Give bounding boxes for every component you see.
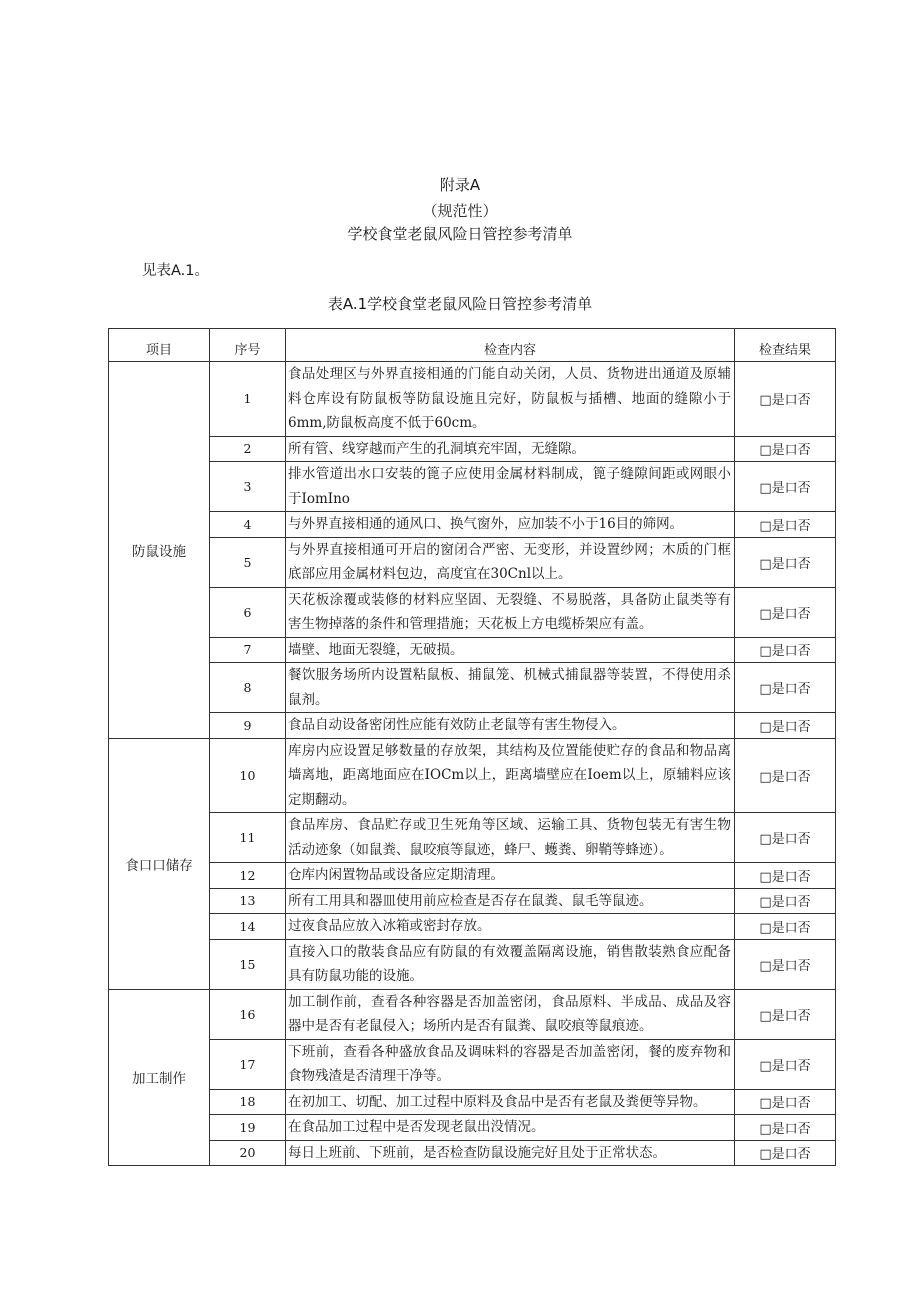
row-number: 13	[210, 888, 286, 914]
table-row	[109, 1089, 836, 1115]
check-result[interactable]: □是口否	[735, 813, 836, 863]
table-row	[109, 436, 836, 462]
check-content: 每日上班前、下班前，是否检查防鼠设施完好且处于正常状态。	[286, 1140, 735, 1166]
check-result[interactable]: □是口否	[735, 1089, 836, 1115]
check-content: 库房内应设置足够数量的存放架，其结构及位置能使贮存的食品和物品离墙离地，距离地面应在IOCm以上，距离墙壁应在Ioem以上，原辅料应该定期翻动。	[286, 738, 735, 813]
check-content: 与外界直接相通可开启的窗闭合严密、无变形，并设置纱网；木质的门框底部应用金属材料包边，高度宜在30Cnl以上。	[286, 537, 735, 587]
row-number: 4	[210, 512, 286, 538]
check-result[interactable]: □是口否	[735, 587, 836, 637]
check-content: 食品自动设备密闭性应能有效防止老鼠等有害生物侵入。	[286, 713, 735, 739]
check-content: 加工制作前，查看各种容器是否加盖密闭，食品原料、半成品、成品及容器中是否有老鼠侵入；场所内是否有鼠粪、鼠咬痕等鼠痕迹。	[286, 989, 735, 1039]
row-number: 8	[210, 663, 286, 713]
row-number: 3	[210, 462, 286, 512]
check-content: 所有管、线穿越而产生的孔洞填充牢固，无缝隙。	[286, 436, 735, 462]
row-number: 12	[210, 863, 286, 889]
check-result[interactable]: □是口否	[735, 914, 836, 940]
row-number: 11	[210, 813, 286, 863]
table-row	[109, 1115, 836, 1141]
table-row	[109, 362, 836, 437]
check-content: 在初加工、切配、加工过程中原料及食品中是否有老鼠及粪便等异物。	[286, 1089, 735, 1115]
appendix-title: 学校食堂老鼠风险日管控参考清单	[347, 225, 573, 243]
check-result[interactable]: □是口否	[735, 512, 836, 538]
table-row	[109, 713, 836, 739]
table-row	[109, 663, 836, 713]
check-content: 所有工用具和器皿使用前应检查是否存在鼠粪、鼠毛等鼠迹。	[286, 888, 735, 914]
check-result[interactable]: □是口否	[735, 462, 836, 512]
table-row	[109, 637, 836, 663]
check-result[interactable]: □是口否	[735, 436, 836, 462]
table-row	[109, 587, 836, 637]
row-number: 6	[210, 587, 286, 637]
table-caption: 表A.1学校食堂老鼠风险日管控参考清单	[327, 295, 593, 313]
table-body	[109, 362, 836, 1166]
intro-text: 见表A.1。	[142, 263, 209, 279]
checklist-table	[108, 328, 836, 1166]
header-result: 检查结果	[735, 329, 836, 362]
header-number: 序号	[210, 329, 286, 362]
row-number: 9	[210, 713, 286, 739]
table-row	[109, 914, 836, 940]
table-row	[109, 1140, 836, 1166]
row-number: 15	[210, 939, 286, 989]
table-row	[109, 537, 836, 587]
appendix-nature: （规范性）	[422, 202, 498, 220]
header-content: 检查内容	[286, 329, 735, 362]
check-content: 排水管道出水口安装的篦子应使用金属材料制成，篦子缝隙间距或网眼小于IomIno	[286, 462, 735, 512]
row-number: 14	[210, 914, 286, 940]
check-result[interactable]: □是口否	[735, 738, 836, 813]
check-result[interactable]: □是口否	[735, 362, 836, 437]
check-result[interactable]: □是口否	[735, 1039, 836, 1089]
check-content: 食品库房、食品贮存或卫生死角等区域、运输工具、货物包装无有害生物活动迹象（如鼠粪、鼠咬痕等鼠迹，蜂尸、蠖粪、卵鞘等蜂迹）。	[286, 813, 735, 863]
appendix-label: 附录A	[439, 176, 481, 194]
row-number: 17	[210, 1039, 286, 1089]
check-content: 餐饮服务场所内设置粘鼠板、捕鼠笼、机械式捕鼠器等装置，不得使用杀鼠剂。	[286, 663, 735, 713]
check-result[interactable]: □是口否	[735, 863, 836, 889]
check-result[interactable]: □是口否	[735, 989, 836, 1039]
table-row	[109, 888, 836, 914]
table-row	[109, 1039, 836, 1089]
row-number: 10	[210, 738, 286, 813]
check-content: 在食品加工过程中是否发现老鼠出没情况。	[286, 1115, 735, 1141]
check-result[interactable]: □是口否	[735, 1140, 836, 1166]
check-content: 与外界直接相通的通风口、换气窗外，应加装不小于16目的筛网。	[286, 512, 735, 538]
row-number: 20	[210, 1140, 286, 1166]
check-result[interactable]: □是口否	[735, 713, 836, 739]
row-number: 5	[210, 537, 286, 587]
check-content: 仓库内闲置物品或设备应定期清理。	[286, 863, 735, 889]
row-number: 2	[210, 436, 286, 462]
row-number: 7	[210, 637, 286, 663]
table-row	[109, 813, 836, 863]
check-result[interactable]: □是口否	[735, 1115, 836, 1141]
table-row	[109, 939, 836, 989]
check-result[interactable]: □是口否	[735, 939, 836, 989]
table-header-row	[109, 329, 836, 362]
row-number: 1	[210, 362, 286, 437]
check-content: 过夜食品应放入冰箱或密封存放。	[286, 914, 735, 940]
group-name: 防鼠设施	[109, 362, 210, 739]
row-number: 16	[210, 989, 286, 1039]
table-row	[109, 462, 836, 512]
check-content: 直接入口的散装食品应有防鼠的有效覆盖隔离设施，销售散装熟食应配备具有防鼠功能的设施。	[286, 939, 735, 989]
check-result[interactable]: □是口否	[735, 888, 836, 914]
check-result[interactable]: □是口否	[735, 637, 836, 663]
group-name: 加工制作	[109, 989, 210, 1166]
check-result[interactable]: □是口否	[735, 537, 836, 587]
check-content: 食品处理区与外界直接相通的门能自动关闭，人员、货物进出通道及原辅料仓库设有防鼠板等防鼠设施且完好，防鼠板与插槽、地面的缝隙小于6mm,防鼠板高度不低于60cm。	[286, 362, 735, 437]
table-row	[109, 738, 836, 813]
group-name: 食口口储存	[109, 738, 210, 989]
check-content: 下班前，查看各种盛放食品及调味料的容器是否加盖密闭，餐的废弃物和食物残渣是否清理干净等。	[286, 1039, 735, 1089]
check-content: 天花板涂覆或装修的材料应坚固、无裂缝、不易脱落，具备防止鼠类等有害生物掉落的条件和管理措施；天花板上方电缆桥架应有盖。	[286, 587, 735, 637]
check-result[interactable]: □是口否	[735, 663, 836, 713]
table-row	[109, 989, 836, 1039]
row-number: 18	[210, 1089, 286, 1115]
table-row	[109, 863, 836, 889]
check-content: 墙壁、地面无裂缝，无破损。	[286, 637, 735, 663]
table-row	[109, 512, 836, 538]
row-number: 19	[210, 1115, 286, 1141]
header-item: 项目	[109, 329, 210, 362]
